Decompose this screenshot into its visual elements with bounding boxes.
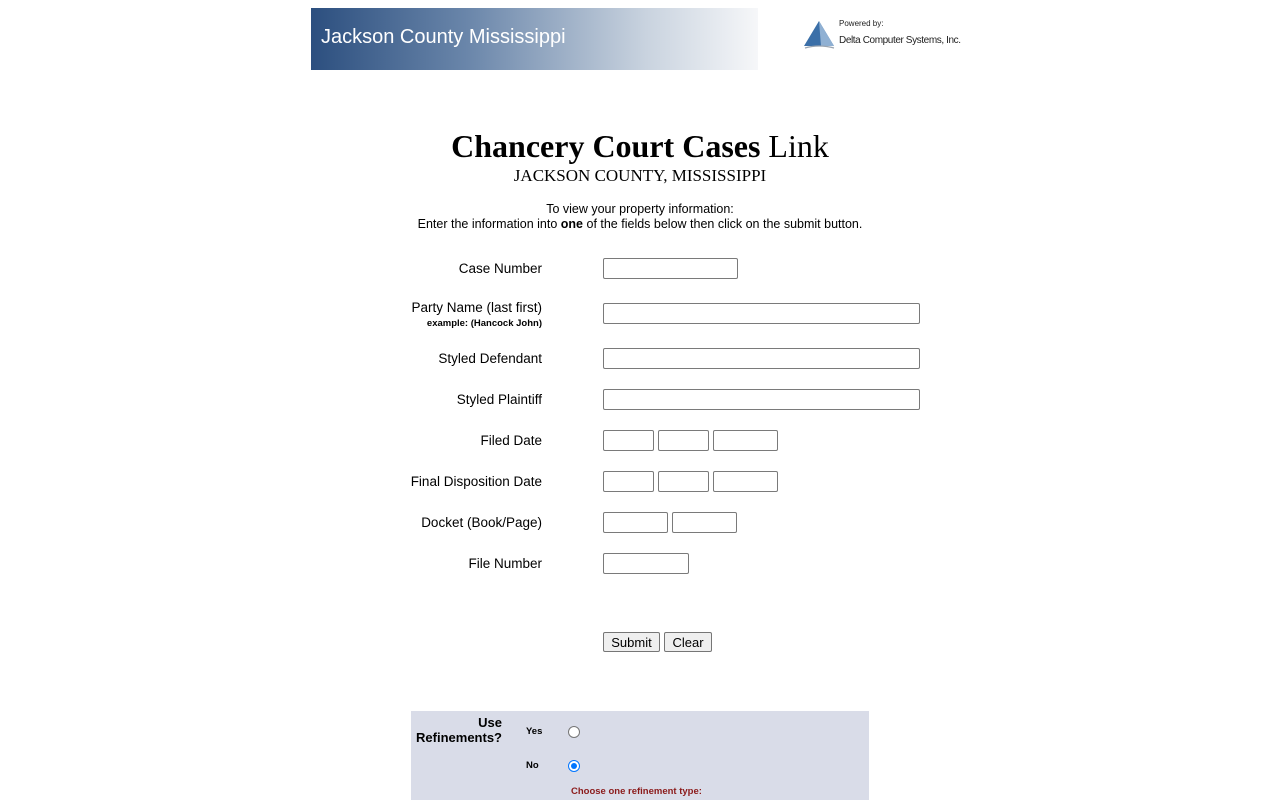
refinement-no-label: No xyxy=(526,760,539,771)
docket-page-input[interactable] xyxy=(672,512,737,533)
instructions-emphasis: one xyxy=(560,217,584,231)
choose-refinement-text: Choose one refinement type: xyxy=(571,786,702,797)
filed-date-day-input[interactable] xyxy=(658,430,709,451)
refinement-yes-label: Yes xyxy=(526,726,543,737)
party-name-example: example: (Hancock John) xyxy=(426,318,542,329)
case-number-input[interactable] xyxy=(603,258,738,279)
submit-button[interactable]: Submit xyxy=(603,632,660,652)
instructions-line-1: To view your property information: xyxy=(546,202,734,216)
party-name-input[interactable] xyxy=(603,303,920,324)
powered-by-text: Powered by: xyxy=(839,19,884,28)
filed-date-label: Filed Date xyxy=(480,433,542,448)
delta-triangle-icon xyxy=(803,20,835,50)
styled-defendant-input[interactable] xyxy=(603,348,920,369)
county-banner xyxy=(311,8,758,70)
styled-defendant-label: Styled Defendant xyxy=(438,351,542,366)
instructions-pre: Enter the information into xyxy=(417,217,561,231)
filed-date-month-input[interactable] xyxy=(603,430,654,451)
final-disposition-label: Final Disposition Date xyxy=(410,474,542,489)
refinement-no-radio[interactable] xyxy=(568,760,580,772)
party-name-label-text: Party Name (last first) xyxy=(411,300,542,315)
styled-plaintiff-label: Styled Plaintiff xyxy=(456,392,542,407)
company-name: Delta Computer Systems, Inc. xyxy=(839,35,961,46)
refinements-label-line2: Refinements? xyxy=(416,730,502,745)
page-title-rest: Link xyxy=(760,128,829,164)
instructions-line-2 xyxy=(0,217,1280,231)
page-subtitle: JACKSON COUNTY, MISSISSIPPI xyxy=(513,166,767,185)
page-title xyxy=(0,128,1280,165)
refinements-label-line1: Use xyxy=(478,715,502,730)
clear-button[interactable]: Clear xyxy=(664,632,712,652)
final-disposition-month-input[interactable] xyxy=(603,471,654,492)
case-number-label: Case Number xyxy=(458,261,542,276)
styled-plaintiff-input[interactable] xyxy=(603,389,920,410)
file-number-input[interactable] xyxy=(603,553,689,574)
docket-book-input[interactable] xyxy=(603,512,668,533)
filed-date-year-input[interactable] xyxy=(713,430,778,451)
docket-label: Docket (Book/Page) xyxy=(421,515,542,530)
refinement-yes-radio[interactable] xyxy=(568,726,580,738)
final-disposition-day-input[interactable] xyxy=(658,471,709,492)
refinements-label xyxy=(416,715,502,745)
delta-logo xyxy=(803,16,961,56)
page-title-bold: Chancery Court Cases xyxy=(451,128,761,164)
party-name-label xyxy=(411,300,542,315)
instructions-post: of the fields below then click on the submit button. xyxy=(583,217,863,231)
file-number-label: File Number xyxy=(468,556,542,571)
final-disposition-year-input[interactable] xyxy=(713,471,778,492)
banner-title: Jackson County Mississippi xyxy=(321,26,566,48)
refinements-panel xyxy=(411,711,869,800)
